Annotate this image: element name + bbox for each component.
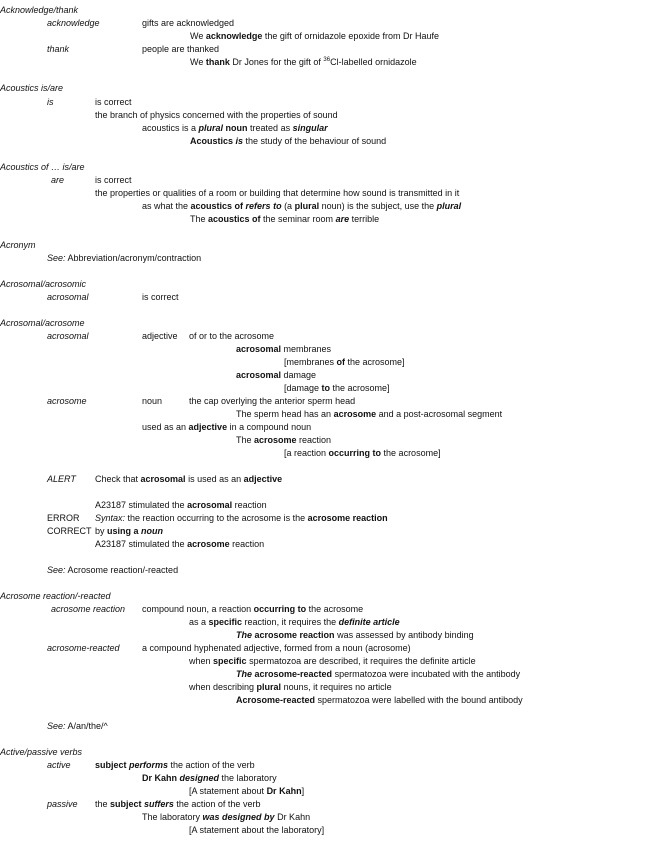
- example-gloss: [a reaction occurring to the acrosome]: [284, 448, 441, 458]
- alert-label: ALERT: [47, 474, 76, 484]
- see-also-link[interactable]: See: Acrosome reaction/-reacted: [47, 565, 179, 575]
- usage-rule: used as an adjective in a compound noun: [142, 422, 312, 432]
- entry-definition: of or to the acrosome: [189, 331, 275, 341]
- entry-term: thank: [47, 44, 70, 54]
- entry-heading: Acoustics is/are: [0, 83, 64, 93]
- example-phrase: acrosomal membranes: [236, 344, 332, 354]
- entry-status: is correct: [95, 175, 132, 185]
- example-sentence: We thank Dr Jones for the gift of $^{36}$Cl-labelled ornidazole: [190, 57, 417, 67]
- example-sentence: The acoustics of the seminar room are terrible: [190, 214, 380, 224]
- entry-definition: the subject suffers the action of the verb: [95, 799, 261, 809]
- example-gloss: [membranes of the acrosome]: [284, 357, 405, 367]
- entry-definition: the cap overlying the anterior sperm head: [189, 396, 356, 406]
- entry-definition: subject performs the action of the verb: [95, 760, 255, 770]
- entry-term: acknowledge: [47, 18, 100, 28]
- see-also-link[interactable]: See: Abbreviation/acronym/contraction: [47, 253, 202, 263]
- example-sentence: Acrosome-reacted spermatozoa were labelled with the bound antibody: [236, 695, 523, 705]
- example-sentence: The sperm head has an acrosome and a post-acrosomal segment: [236, 409, 503, 419]
- entry-heading: Acoustics of … is/are: [0, 162, 85, 172]
- entry-term: acrosomal: [47, 331, 89, 341]
- error-label: ERROR: [47, 513, 80, 523]
- usage-rule: acoustics is a plural noun treated as singular: [142, 123, 328, 133]
- entry-term: acrosome-reacted: [47, 643, 120, 653]
- entry-heading: Acrosomal/acrosomic: [0, 279, 87, 289]
- example-sentence: Acoustics is the study of the behaviour of sound: [190, 136, 387, 146]
- entry-term: are: [51, 175, 65, 185]
- entry-heading: Acknowledge/thank: [0, 5, 79, 15]
- entry-meaning: gifts are acknowledged: [142, 18, 235, 28]
- entry-term: active: [47, 760, 71, 770]
- entry-definition: a compound hyphenated adjective, formed from a noun (acrosome): [142, 643, 411, 653]
- entry-definition: the branch of physics concerned with the properties of sound: [95, 110, 338, 120]
- entry-heading: Acronym: [0, 240, 36, 250]
- incorrect-example: A23187 stimulated the acrosomal reaction: [95, 500, 267, 510]
- entry-heading: Active/passive verbs: [0, 747, 83, 757]
- entry-term: is: [47, 97, 54, 107]
- example-phrase: The acrosome reaction: [236, 435, 332, 445]
- usage-rule: when describing plural nouns, it requires no article: [189, 682, 392, 692]
- example-sentence: Dr Kahn designed the laboratory: [142, 773, 277, 783]
- see-also-link[interactable]: See: A/an/the/^: [47, 721, 108, 731]
- correct-explanation: by using a noun: [95, 526, 164, 536]
- example-sentence: We acknowledge the gift of ornidazole epoxide from Dr Haufe: [190, 31, 439, 41]
- entry-term: passive: [47, 799, 78, 809]
- example-sentence: The acrosome-reacted spermatozoa were incubated with the antibody: [236, 669, 521, 679]
- usage-rule: as what the acoustics of refers to (a plural noun) is the subject, use the plural: [142, 201, 462, 211]
- example-sentence: The laboratory was designed by Dr Kahn: [142, 812, 311, 822]
- example-sentence: The acrosome reaction was assessed by antibody binding: [236, 630, 474, 640]
- example-gloss: [damage to the acrosome]: [284, 383, 390, 393]
- entry-status: is correct: [95, 97, 132, 107]
- part-of-speech: adjective: [142, 331, 178, 341]
- entry-heading: Acrosomal/acrosome: [0, 318, 85, 328]
- alert-text: Check that acrosomal is used as an adjective: [95, 474, 283, 484]
- entry-status: is correct: [142, 292, 179, 302]
- entry-term: acrosome: [47, 396, 87, 406]
- example-phrase: acrosomal damage: [236, 370, 317, 380]
- usage-rule: when specific spermatozoa are described, it requires the definite article: [189, 656, 476, 666]
- entry-definition: compound noun, a reaction occurring to the acrosome: [142, 604, 364, 614]
- entry-meaning: people are thanked: [142, 44, 220, 54]
- example-gloss: [A statement about Dr Kahn]: [189, 786, 305, 796]
- correct-label: CORRECT: [47, 526, 92, 536]
- error-explanation: Syntax: the reaction occurring to the acrosome is the acrosome reaction: [95, 513, 388, 523]
- example-gloss: [A statement about the laboratory]: [189, 825, 325, 835]
- usage-rule: as a specific reaction, it requires the definite article: [189, 617, 400, 627]
- entry-heading: Acrosome reaction/-reacted: [0, 591, 111, 601]
- correct-example: A23187 stimulated the acrosome reaction: [95, 539, 265, 549]
- entry-term: acrosomal: [47, 292, 89, 302]
- part-of-speech: noun: [142, 396, 163, 406]
- entry-term: acrosome reaction: [51, 604, 126, 614]
- entry-definition: the properties or qualities of a room or building that determine how sound is transmitted in it: [95, 188, 460, 198]
